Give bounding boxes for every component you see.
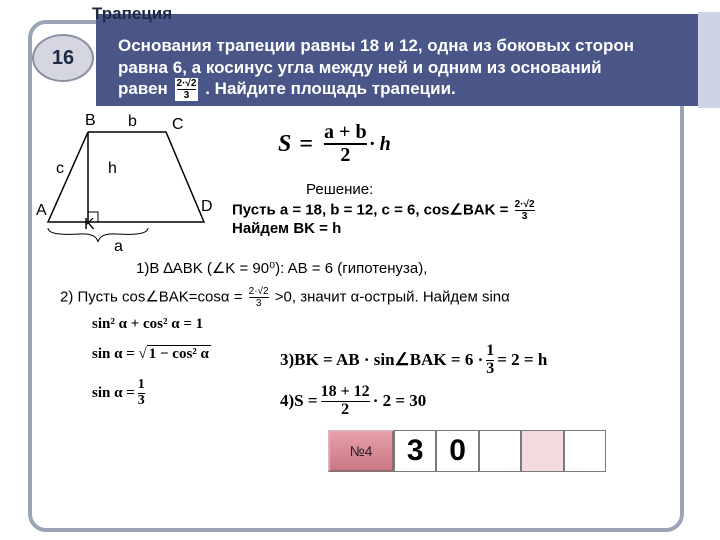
- step2-fraction: [249, 286, 269, 309]
- task-number-badge: [32, 34, 94, 82]
- let-fraction: [515, 199, 535, 222]
- solution-step-2: [60, 286, 510, 309]
- step3-right: = 2 = h: [497, 350, 548, 370]
- solution-step-4: [280, 384, 426, 419]
- equation-2: [92, 346, 211, 363]
- let-text: Пусть a = 18, b = 12, c = 6, cos∠BAK =: [232, 201, 509, 219]
- cos-numerator: 2·√2: [176, 78, 197, 89]
- formula-times-h: · h: [369, 132, 391, 155]
- task-number: 16: [51, 46, 75, 69]
- eq3-fraction: [138, 378, 145, 408]
- problem-line-3: [118, 78, 456, 101]
- formula-S: S: [278, 130, 292, 157]
- problem-line-3-end: . Найдите площадь трапеции.: [205, 78, 456, 98]
- equation-1: sin² α + cos² α = 1: [92, 316, 204, 332]
- trapezoid-figure: [30, 110, 230, 250]
- step4-left: 4)S =: [280, 391, 318, 411]
- problem-cos-fraction: [175, 78, 199, 101]
- cos-denominator: 3: [183, 90, 190, 101]
- step3-fraction: [486, 343, 494, 378]
- step4-den: 2: [341, 400, 350, 418]
- step4-fraction: [321, 384, 370, 419]
- step3-den: 3: [486, 359, 495, 377]
- answer-cell-2[interactable]: 0: [436, 430, 478, 472]
- label-b: b: [128, 113, 137, 130]
- solution-step-3: [280, 343, 547, 378]
- formula-numerator: a + b: [324, 121, 367, 143]
- eq3-left: sin α =: [92, 384, 135, 401]
- eq2-left: sin α = √: [92, 346, 147, 362]
- answer-cell-3[interactable]: [479, 430, 521, 472]
- let-frac-num: 2·√2: [514, 199, 535, 210]
- slide-title: Трапеция: [92, 4, 173, 23]
- answer-cell-4[interactable]: [521, 430, 563, 472]
- solution-let-line: [232, 199, 537, 222]
- label-C: C: [172, 116, 184, 133]
- answer-label: №4: [328, 430, 394, 472]
- step2-frac-den: 3: [255, 298, 262, 309]
- formula-fraction: [324, 122, 367, 166]
- solution-heading: Решение:: [306, 181, 374, 198]
- step2-frac-num: 2·√2: [248, 286, 269, 297]
- step4-num: 18 + 12: [320, 383, 370, 400]
- label-c: c: [56, 160, 64, 177]
- eq2-inner: 1 − cos² α: [148, 346, 209, 362]
- step2-end: >0, значит α-острый. Найдем sinα: [274, 288, 510, 306]
- label-B: B: [85, 112, 96, 129]
- problem-line-2: равна 6, а косинус угла между ней и одним из оснований: [118, 58, 602, 77]
- problem-line-1: Основания трапеции равны 18 и 12, одна из боковых сторон: [118, 36, 634, 55]
- label-h: h: [108, 160, 117, 177]
- eq3-num: 1: [137, 377, 145, 392]
- let-frac-den: 3: [521, 211, 528, 222]
- area-formula: [278, 122, 391, 166]
- problem-line-3-start: равен: [118, 78, 168, 98]
- answer-cell-5[interactable]: [564, 430, 606, 472]
- label-K: K: [84, 216, 95, 233]
- label-D: D: [201, 198, 213, 215]
- label-a: a: [114, 238, 123, 255]
- step3-left: 3)BK = AB · sin∠BAK = 6 ·: [280, 350, 484, 370]
- solution-step-1: 1)В ∆ABK (∠K = 90⁰): AB = 6 (гипотенуза),: [136, 260, 428, 277]
- equation-3: [92, 378, 148, 408]
- label-A: A: [36, 202, 47, 219]
- step4-right: · 2 = 30: [372, 391, 427, 411]
- step2-start: 2) Пусть cos∠BAK=cosα =: [60, 288, 243, 306]
- trapezoid-outline: [48, 132, 204, 222]
- solution-find-line: Найдем BK = h: [232, 220, 342, 237]
- answer-grid: [328, 430, 606, 472]
- answer-cell-1[interactable]: 3: [394, 430, 436, 472]
- formula-eq: =: [299, 130, 314, 157]
- eq3-den: 3: [137, 392, 145, 408]
- brace-a: [48, 228, 148, 242]
- step3-num: 1: [486, 342, 495, 359]
- formula-denominator: 2: [340, 144, 351, 166]
- banner-stripe: [698, 12, 720, 108]
